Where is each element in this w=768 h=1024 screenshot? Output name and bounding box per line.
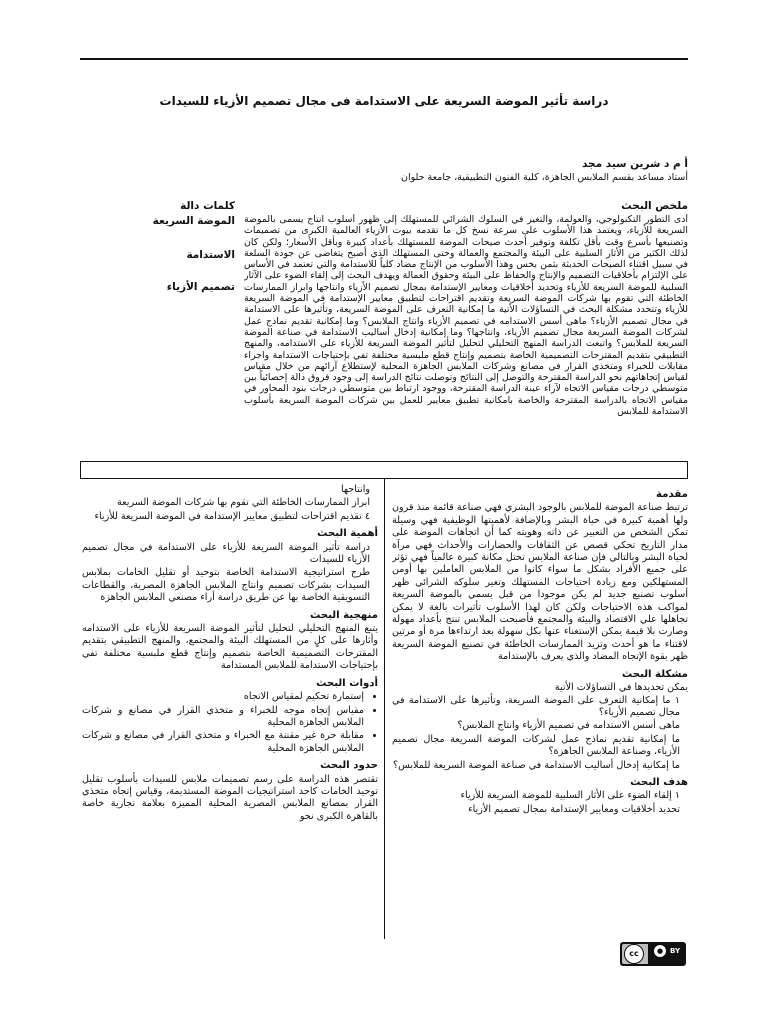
- importance-heading: أهمية البحث: [317, 528, 378, 540]
- top-rule: [80, 58, 688, 60]
- problem-item: ما إمكانية إدخال أساليب الاستدامة في صناعة الموضة السريعة للملابس؟: [393, 759, 680, 771]
- problem-heading: مشكلة البحث: [621, 668, 688, 680]
- problem-item: ما إمكانية تقديم نماذج عمل لشركات الموضة السريعة مجال تصميم الأزياء، وصناعة الملابس الجاهزة؟: [392, 733, 680, 758]
- right-column: [392, 484, 688, 936]
- keyword-item: الموضة السريعة: [152, 215, 235, 227]
- problem-item: ١ ما إمكانية التعرف على الموضة السريعة، وتأثيرها على الاستدامة في مجال تصميم الأزياء؟: [392, 694, 680, 718]
- problem-item: ماهى أسس الاستدامه في تصميم الأزياء وانتاج الملابس؟: [457, 720, 680, 732]
- objective-item: ١ إلقاء الضوء على الأثار السلبية للموضة السريعة للأزياء: [460, 790, 680, 802]
- methodology-text: يتبع المنهج التحليلي لتحليل لتأثير الموضة السريعة للأزياء على الاستدامه وأثارها على كلٍ من المستهلك البيئة والمجتمع، والمنهج التطبيقي بتقديم المقترحات التصميمية الخاصة بتصميم وإنتاج قطع ملبسية مختلفة تفي بإحتياجات الاستدامة للملابس المستدامة: [82, 623, 378, 672]
- objective-heading: هدف البحث: [630, 776, 688, 788]
- limits-text: تقتصر هذه الدراسة على رسم تصميمات ملابس للسيدات بأسلوب تقليل توحيد الخامات كاحد استراتيجيات الموضة المستديمة، وقياس إتجاه متخذي القرار بمصانع الملابس المصرية المحلية المميزة بعلامة تجارية خاصة بالقاهرة الكبرى نحو: [82, 773, 378, 822]
- section-frame: [80, 461, 688, 479]
- keyword-item: تصميم الأزياء: [166, 281, 235, 293]
- tools-item: • مقابلة حرة غير مقننة مع الخبراء و متخذي القرار في مصانع و شركات الملابس الجاهزة المحلية: [82, 730, 364, 755]
- limits-heading: حدود البحث: [320, 760, 378, 772]
- intro-text: ترتبط صناعة الموضة للملابس بالوجود البشري فهي صناعة قائمة منذ قرون ولها أهمية كبيرة في حياة البشر وبالإضافة لأهميتها الوظيفية فهي وسيلة تمكن الشخص من التعبير عن ذاته وهويته كما أن اتجاهات الموضة على مدار التاريخ تحكي قصص عن الثقافات والحضارات والأحداث فهي مرآة لحياة البشر وبالتالي فإن صناعة الملابس تحتل مكانة كبيرة عالمياً فهي تؤثر على جميع الأفراد بشكل ما سواء كانوا من الملابس العاملين بها أومن المستهلكين ومع زيادة احتياجات المستهلك وتغير سلوكه الشرائي ظهر أسلوب تصنيع جديد لم يكن موجودا من قبل يسمي بالموضة السريعة لمواكب هذه الاحتياجات ولكن كان لهذا الأسلوب تأثيرات بالغة لا يمكن تجاهلها علي الاقتصاد والبيئة والمجتمع فأصبحت الملابس تنتج بأعداد مهولة وصارت بلا قيمة يمكن الإستغناء عنها بكل سهولة بعد ارتداءها مرة أو مرتين لاقتناء ما هو أحدث وتزيد الممارسات الخاطئة في تصنيع الموضة السريعة ظهر بقوة الإتجاه المضاد والذي يعرف بالإستدامة: [392, 502, 688, 663]
- objective-item: تحديد أخلاقيات ومعايير الإستدامة بمجال تصميم الأزياء: [468, 803, 680, 815]
- tools-item: • مقياس إتجاه موجه للخبراء و متخذي القرار في مصانع و شركات الملابس الجاهزة المحلية: [82, 705, 364, 730]
- keyword-item: الاستدامة: [186, 249, 235, 261]
- left-column: [82, 484, 378, 936]
- objective-continued: ابراز الممارسات الخاطئة التي تقوم بها شركات الموضة السريعة: [117, 497, 370, 509]
- author-affiliation: أستاذ مساعد بقسم الملابس الجاهزة، كلية الفنون التطبيقية، جامعة حلوان: [401, 172, 688, 183]
- cc-badge-left: [622, 944, 648, 964]
- person-icon: ●: [654, 945, 666, 957]
- paper-title: دراسة تأثير الموضة السريعة على الاستدامة فى مجال تصميم الأزياء للسيدات: [159, 94, 609, 108]
- cc-icon: cc: [624, 944, 644, 964]
- importance-item: طرح استراتيجية الاستدامة الخاصة بتوحيد أو تقليل الخامات بملابس السيدات بشركات تصميم وانتاج الملابس الجاهزة المصرية، والقطاعات التسويقية الخاصة بها عن طريق دراسة أراء مصنعي الملابس الجاهزة: [82, 567, 370, 604]
- tools-list: [82, 691, 378, 755]
- by-label: BY: [670, 947, 681, 955]
- column-divider: [384, 479, 385, 939]
- intro-heading: مقدمة: [655, 489, 688, 500]
- objective-continued: ٤ تقديم اقتراحات لتطبيق معايير الإستدامة في الموضة السريعة للأزياء: [94, 510, 370, 522]
- importance-item: دراسة تأثير الموضة السريعة للأزياء على الاستدامة في مجال تصميم الأزياء للسيدات: [82, 541, 370, 566]
- abstract-heading: ملخص البحث: [621, 200, 688, 212]
- tools-item: • إستمارة تحكيم لمقياس الاتجاه: [82, 691, 364, 703]
- author-name: أ م د شرين سيد مجد: [581, 158, 688, 170]
- abstract-body: أدى التطور التكنولوجي، والعولمة، والتغير في السلوك الشرائي للمستهلك إلى ظهور أسلوب انتاج يسمى بالموضة السريعة للأزياء، ويعتمد هذا الأسلوب على سرعة نسخ كل ما تقدمه بيوت الأزياء العالمية الكبرى من تصميمات وتصنيعها بأسرع وقت بأقل تكلفة وتوفير أحدث صيحات الموضة للمستهلك بأعداد كبيرة وبأقل الأسعار؛ ولكن كان لذلك الكثير من الأثار السلبية على البيئة والمجتمع والعمالة وحتى المستهلك الذي أصبح يتغاضى عن جودة السلعة في سبيل اقتناء الصيحات الحديثة بثمن بخس وهذا الأسلوب من الإنتاج مضاد كلياً للاستدامة والتي تعتمد في الأساس على الإلتزام بأخلاقيات التصميم والإنتاج والحفاظ على البيئة وحقوق العمالة ويهدف البحث إلى إلقاء الضوء على الآثار السلبية للموضة السريعة للأزياء وتحديد أخلاقيات ومعايير الإستدامة بمجال تصميم الأزياء وانتاجها وابراز الممارسات الخاطئة التي تقوم بها شركات الموضة السريعة وتقديم اقتراحات لتطبيق معايير الإستدامة في الموضة السريعة للأزياء وتتحدد مشكلة البحث في التساؤلات الأتية ما إمكانية التعرف على الموضة السريعة، وتأثيرها على الاستدامة في مجال تصميم الأزياء؟ ماهى أسس الاستدامه في تصميم الأزياء وانتاج الملابس؟ وما إمكانية تقديم نماذج عمل لشركات الموضة السريعة مجال تصميم الأزياء، وانتاجها؟ وما إمكانية إدخال أساليب الاستدامة في صناعة الموضة السريعة للملابس؟ واتبعت الدراسة المنهج التحليلي لتحليل لتأثير الموضة السريعة للأزياء على الاستدامه، والمنهج التطبيقي بتقديم المقترحات التصميمية الخاصة بتصميم وإنتاج قطع ملبسية مختلفة تفي بإحتياجات الاستدامة واجراء مقابلات للخبراء ومتخذي القرار في مصانع وشركات الملابس الجاهزة المحلية لإستطلاع آرائهم من خلال مقياس لقياس إتجاهاتهم نحو الدراسة المقترحة والتوصل إلى النتائج وتوصلت نتائج الدراسة إلى وجود فروق دالة إحصائياً بين متوسطي درجات مقياس الاتجاه لآراء عينة الدراسة المقترحة، ووجود ارتباط بين متوسطي درجات بنود المحاور في مقياس الاتجاه بالدراسة المقترحة والخاصة بامكانية تطبيق معايير للعمل بين شركات الموضة السريعة بأسلوب الاستدامة للملابس: [244, 214, 688, 418]
- cc-license-badge: [620, 942, 686, 966]
- tools-heading: أدوات البحث: [316, 677, 378, 689]
- objective-continued: وانتاجها: [340, 484, 370, 495]
- methodology-heading: منهجية البحث: [309, 609, 378, 621]
- problem-lead: يمكن تحديدها في التساؤلات الأتية: [554, 682, 688, 694]
- keywords-heading: كلمات دالة: [180, 200, 235, 212]
